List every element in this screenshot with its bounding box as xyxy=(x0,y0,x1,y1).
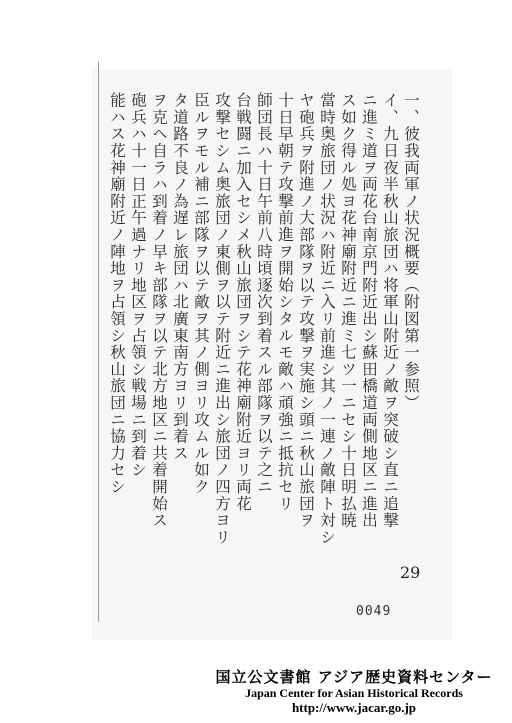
text-column-10: 攻撃セシム奥旅団ノ東側ヲ以テ附近ニ進出シ旅団ノ四方ヨリ xyxy=(213,92,231,546)
text-column-8: 師団長ハ十日午前八時頃逐次到着スル部隊ヲ以テ之ニ xyxy=(255,92,273,496)
text-column-9: 台戦闘ニ加入セシメ秋山旅団ヲシテ花神廟附近ヨリ両花 xyxy=(234,92,252,512)
text-column-12: タ道路不良ノ為遅レ旅団ハ北廣東南方ヨリ到着ス xyxy=(171,92,189,462)
text-column-13: ヲ克ヘ自ラハ到着ノ早キ部隊ヲ以テ北方地区ニ共着開始ス xyxy=(150,92,168,529)
text-column-6: ヤ砲兵ヲ附進ノ大部隊ヲ以テ攻撃ヲ実施シ頭ニ秋山旅団ヲ xyxy=(297,92,315,529)
text-column-15: 能ハス花神廟附近ノ陣地ヲ占領シ秋山旅団ニ協力セシ xyxy=(108,92,126,496)
text-body xyxy=(104,92,420,562)
text-column-3: ニ進ミ道ヲ両花台南京門附近出シ蘇田橋道両側地区ニ進出 xyxy=(360,92,378,529)
text-column-11: 臣ルヲモル補ニ部隊ヲ以テ敵ヲ其ノ側ヨリ攻ムル如ク xyxy=(192,92,210,496)
footer-org-english: Japan Center for Asian Historical Records xyxy=(245,686,463,700)
archive-footer xyxy=(196,668,512,716)
page-number: 29 xyxy=(400,563,421,582)
archive-stamp-number: 0049 xyxy=(356,604,392,619)
footer-url[interactable]: http://www.jacar.go.jp xyxy=(291,700,417,715)
text-column-5: 當時奥旅団ノ状況ハ附近ニ入リ前進シ其ノ一連ノ敵陣ト対シ xyxy=(318,92,336,546)
margin-rule-line xyxy=(98,62,99,622)
text-column-2: イ、九日夜半秋山旅団ハ将軍山附近ノ敵ヲ突破シ直ニ追撃 xyxy=(381,92,399,529)
text-column-14: 砲兵ハ十一日正午過ナリ地区ヲ占領シ戦場ニ到着シ xyxy=(129,92,147,479)
text-column-4: ス如ク得ル処ヨ花神廟附近ニ進ミ七ツ一ニセシ十日明払暁 xyxy=(339,92,357,529)
footer-org-japanese: 国立公文書館 アジア歴史資料センター xyxy=(215,668,493,686)
text-column-1: 一、彼我両軍ノ状況概要（附図第一参照） xyxy=(402,92,420,412)
text-column-7: 十日早朝テ攻撃前進ヲ開始シタルモ敵ハ頑強ニ抵抗セリ xyxy=(276,92,294,512)
